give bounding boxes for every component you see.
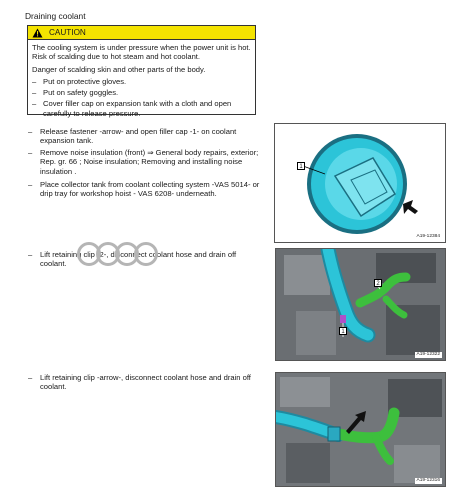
section-title: Draining coolant [25, 11, 86, 21]
caution-header [28, 26, 255, 40]
step-text: Release fastener -arrow- and open filler cap -1- on coolant expansion tank. [40, 127, 237, 146]
caution-item: – Put on safety goggles. [32, 88, 251, 97]
step-place-collector-tank [28, 180, 260, 202]
caution-list [32, 77, 251, 118]
step-text[interactable]: Remove noise insulation (front) ⇒ General body repairs, exterior; Rep. gr. 66 ; Noise insulation; Removing and installing noise insulation . [40, 148, 259, 176]
caution-item: – Put on protective gloves. [32, 77, 251, 86]
callout-number: 1 [297, 162, 305, 170]
callout-number: 2 [374, 279, 382, 287]
bullet-dash: – [28, 180, 33, 189]
engine-bay-illustration [276, 249, 446, 361]
caution-paragraph: Danger of scalding skin and other parts of the body. [32, 64, 206, 74]
caution-paragraph: The cooling system is under pressure when the power unit is hot. Risk of scalding due to hot steam and hot coolant. [32, 43, 251, 62]
figure-label: A19-12322 [416, 352, 440, 358]
step-remove-noise-insulation [28, 148, 260, 179]
figure-label: A19-12384 [416, 234, 440, 240]
warning-icon [32, 28, 43, 38]
step-text: Place collector tank from coolant collecting system -VAS 5014- or drip tray for workshop hoist - VAS 6208- underneath. [40, 180, 260, 199]
engine-bay-illustration [276, 373, 446, 487]
brand-logo [76, 241, 160, 267]
bullet-dash: – [28, 373, 33, 382]
bullet-dash: – [28, 250, 33, 259]
step-text: Lift retaining clip -2-, disconnect coolant hose and drain off coolant. [40, 250, 237, 269]
bullet-dash: – [28, 127, 33, 136]
caution-item: – Cover filler cap on expansion tank with a cloth and open carefully to release pressure. [32, 99, 251, 118]
caution-box [27, 25, 256, 118]
figure-filler-cap [274, 123, 446, 243]
callout-number: 1 [339, 327, 347, 335]
figure-coolant-hose-clip-arrow [275, 372, 446, 487]
step-lift-retaining-clip-arrow [28, 373, 260, 395]
step-text: Lift retaining clip -arrow-, disconnect coolant hose and drain off coolant. [40, 373, 251, 392]
step-release-filler-cap [28, 127, 260, 149]
caution-heading: CAUTION [49, 27, 86, 37]
caution-body [28, 40, 255, 118]
figure-label: A19-12316 [416, 478, 440, 484]
figure-coolant-hose-clip-2 [275, 248, 446, 361]
bullet-dash: – [28, 148, 33, 157]
filler-cap-illustration [275, 124, 446, 243]
